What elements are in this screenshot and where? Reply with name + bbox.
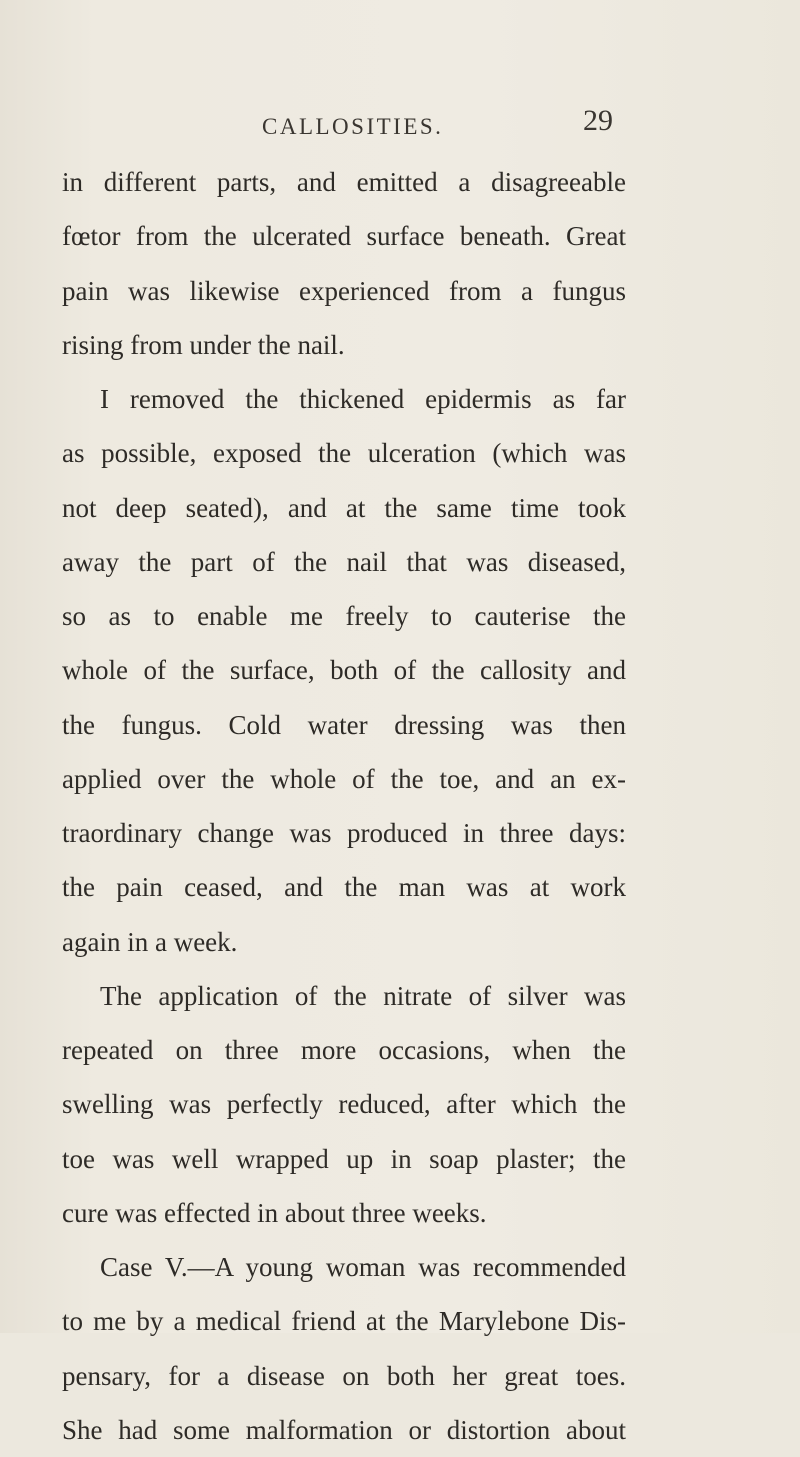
body-text [62, 155, 626, 1457]
text-line: pain was likewise experienced from a fungus [62, 275, 626, 306]
text-line: The application of the nitrate of silver was [100, 980, 626, 1011]
text-line: She had some malformation or distortion about [62, 1414, 626, 1445]
running-title: CALLOSITIES. [262, 114, 444, 139]
text-line: repeated on three more occasions, when the [62, 1035, 626, 1065]
page-number: 29 [583, 104, 613, 137]
text-line: rising from under the nail. [62, 329, 345, 360]
text-line: toe was well wrapped up in soap plaster; the [62, 1143, 626, 1174]
text-line: Case V.—A young woman was recommended [100, 1252, 626, 1282]
text-line: in different parts, and emitted a disagreeable [62, 167, 626, 197]
text-line: to me by a medical friend at the Marylebone Dis- [62, 1306, 626, 1337]
text-line: pensary, for a disease on both her great toes. [62, 1360, 626, 1391]
text-line: the fungus. Cold water dressing was then [62, 709, 626, 740]
text-line: the pain ceased, and the man was at work [62, 872, 626, 903]
text-line: not deep seated), and at the same time took [62, 492, 626, 523]
text-line: so as to enable me freely to cauterise the [62, 601, 626, 631]
text-line: I removed the thickened epidermis as far [100, 384, 626, 414]
text-line: whole of the surface, both of the callosity and [62, 655, 626, 686]
text-line: cure was effected in about three weeks. [62, 1197, 487, 1228]
text-line: as possible, exposed the ulceration (which was [62, 438, 626, 469]
text-line: traordinary change was produced in three days: [62, 818, 626, 848]
text-line: fœtor from the ulcerated surface beneath. Great [62, 221, 626, 252]
text-line: applied over the whole of the toe, and an ex- [62, 763, 626, 794]
text-line: again in a week. [62, 926, 238, 957]
text-line: swelling was perfectly reduced, after which the [62, 1089, 626, 1120]
running-head [0, 104, 800, 148]
text-line: away the part of the nail that was diseased, [62, 546, 626, 577]
